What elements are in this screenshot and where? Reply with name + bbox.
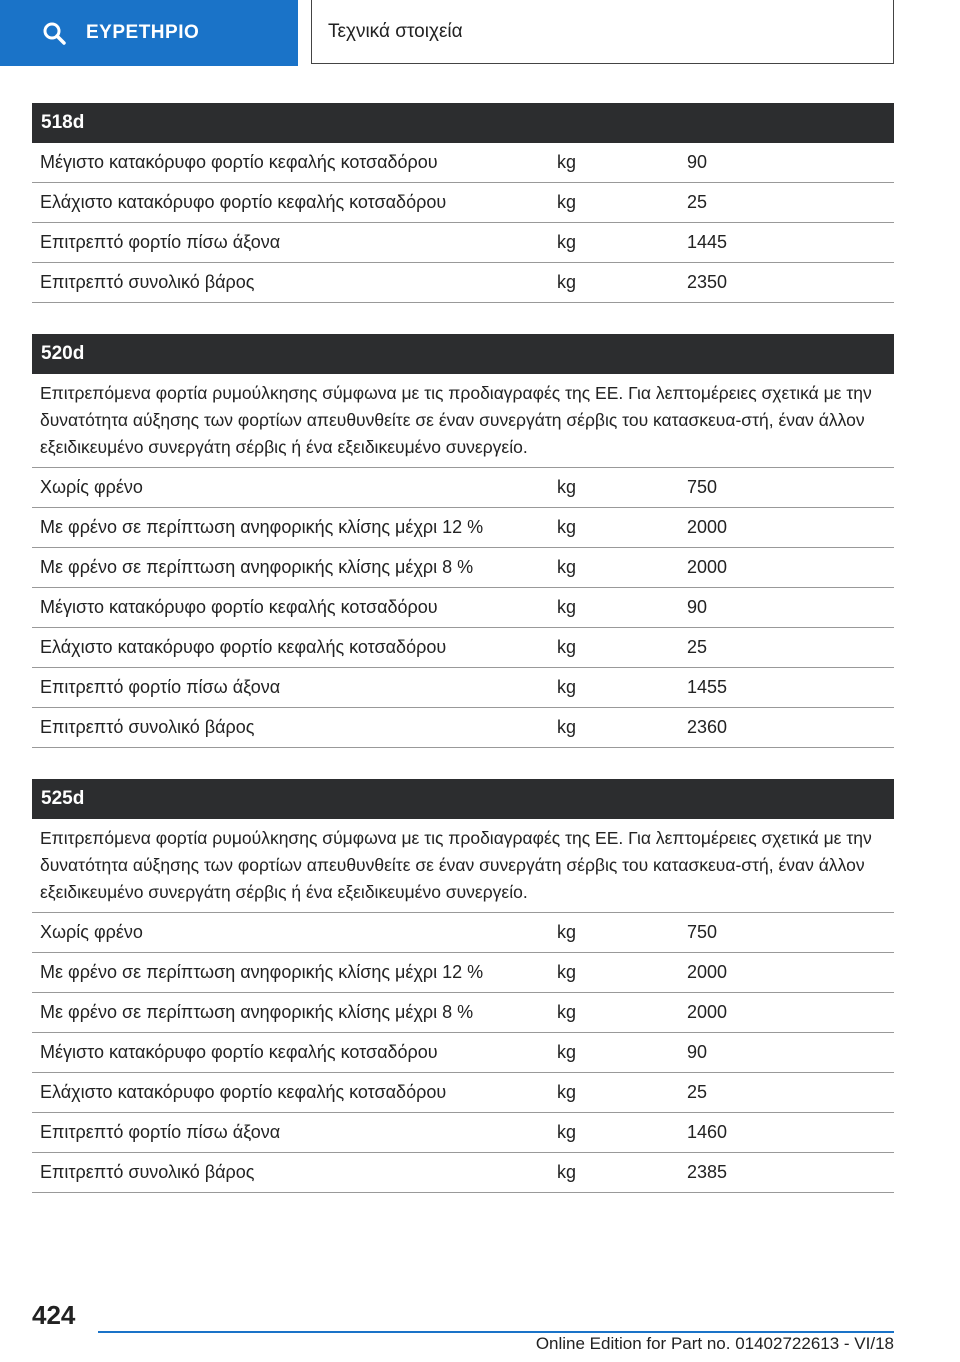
table-row xyxy=(32,1073,894,1113)
table-row xyxy=(32,1113,894,1153)
row-unit: kg xyxy=(557,922,577,942)
table-row xyxy=(32,183,894,223)
table-row xyxy=(32,668,894,708)
row-value: 1445 xyxy=(687,232,728,252)
row-value: 25 xyxy=(687,1082,708,1102)
row-value: 2350 xyxy=(687,272,728,292)
row-unit: kg xyxy=(557,192,577,212)
table-row xyxy=(32,628,894,668)
row-unit: kg xyxy=(557,1122,577,1142)
spec-block xyxy=(32,779,894,1193)
edition-note: Online Edition for Part no. 01402722613 - VI/18 xyxy=(535,1334,894,1353)
row-value: 90 xyxy=(687,597,708,617)
row-value: 25 xyxy=(687,637,708,657)
row-unit: kg xyxy=(557,637,577,657)
table-row xyxy=(32,548,894,588)
top-bar xyxy=(0,0,960,66)
row-label: Χωρίς φρένο xyxy=(40,477,143,497)
block-description: Επιτρεπόμενα φορτία ρυμούλκησης σύμφωνα με τις προδιαγραφές της ΕΕ. Για λεπτομέρειες σχετικά με την δυνατότητα αύξησης των φορτίων απευθυνθείτε σε έναν συνεργάτη σέρβις του κατασκευα-στή, έναν άλλον εξειδικευμένο συνεργάτη σέρβις ή ένα εξειδικευμένο συνεργείο. xyxy=(32,819,894,913)
row-label: Με φρένο σε περίπτωση ανηφορικής κλίσης μέχρι 8 % xyxy=(40,557,474,577)
row-value: 1460 xyxy=(687,1122,728,1142)
row-value: 25 xyxy=(687,192,708,212)
table-row xyxy=(32,1153,894,1193)
block-description: Επιτρεπόμενα φορτία ρυμούλκησης σύμφωνα με τις προδιαγραφές της ΕΕ. Για λεπτομέρειες σχετικά με την δυνατότητα αύξησης των φορτίων απευθυνθείτε σε έναν συνεργάτη σέρβις του κατασκευα-στή, έναν άλλον εξειδικευμένο συνεργάτη σέρβις ή ένα εξειδικευμένο συνεργείο. xyxy=(32,374,894,468)
row-unit: kg xyxy=(557,232,577,252)
row-unit: kg xyxy=(557,1162,577,1182)
table-row xyxy=(32,708,894,748)
row-unit: kg xyxy=(557,152,577,172)
row-label: Επιτρεπτό συνολικό βάρος xyxy=(40,1162,255,1182)
row-label: Ελάχιστο κατακόρυφο φορτίο κεφαλής κοτσαδόρου xyxy=(40,192,447,212)
table-row xyxy=(32,508,894,548)
row-unit: kg xyxy=(557,517,577,537)
section-title: Τεχνικά στοιχεία xyxy=(311,0,894,64)
row-value: 2000 xyxy=(687,1002,728,1022)
row-label: Επιτρεπτό συνολικό βάρος xyxy=(40,272,255,292)
index-button-label: ΕΥΡΕΤΗΡΙΟ xyxy=(86,22,200,43)
table-row xyxy=(32,263,894,303)
table-row xyxy=(32,1033,894,1073)
table-row xyxy=(32,588,894,628)
index-button[interactable] xyxy=(0,0,298,66)
row-value: 90 xyxy=(687,152,708,172)
row-label: Μέγιστο κατακόρυφο φορτίο κεφαλής κοτσαδόρου xyxy=(40,152,438,172)
footer-divider xyxy=(98,1331,894,1333)
table-row xyxy=(32,223,894,263)
row-label: Ελάχιστο κατακόρυφο φορτίο κεφαλής κοτσαδόρου xyxy=(40,1082,447,1102)
row-label: Επιτρεπτό φορτίο πίσω άξονα xyxy=(40,232,281,252)
row-label: Με φρένο σε περίπτωση ανηφορικής κλίσης μέχρι 8 % xyxy=(40,1002,474,1022)
table-row xyxy=(32,143,894,183)
row-value: 750 xyxy=(687,477,718,497)
row-value: 2000 xyxy=(687,962,728,982)
row-value: 90 xyxy=(687,1042,708,1062)
row-label: Μέγιστο κατακόρυφο φορτίο κεφαλής κοτσαδόρου xyxy=(40,597,438,617)
row-value: 1455 xyxy=(687,677,728,697)
row-unit: kg xyxy=(557,272,577,292)
row-label: Με φρένο σε περίπτωση ανηφορικής κλίσης μέχρι 12 % xyxy=(40,517,484,537)
row-unit: kg xyxy=(557,717,577,737)
row-value: 750 xyxy=(687,922,718,942)
row-label: Χωρίς φρένο xyxy=(40,922,143,942)
table-row xyxy=(32,913,894,953)
row-unit: kg xyxy=(557,1042,577,1062)
row-value: 2000 xyxy=(687,517,728,537)
row-label: Επιτρεπτό συνολικό βάρος xyxy=(40,717,255,737)
row-label: Ελάχιστο κατακόρυφο φορτίο κεφαλής κοτσαδόρου xyxy=(40,637,447,657)
row-unit: kg xyxy=(557,477,577,497)
spec-block xyxy=(32,334,894,748)
table-row xyxy=(32,993,894,1033)
row-unit: kg xyxy=(557,962,577,982)
row-value: 2360 xyxy=(687,717,728,737)
row-label: Επιτρεπτό φορτίο πίσω άξονα xyxy=(40,677,281,697)
row-label: Μέγιστο κατακόρυφο φορτίο κεφαλής κοτσαδόρου xyxy=(40,1042,438,1062)
model-heading: 518d xyxy=(32,103,894,143)
row-unit: kg xyxy=(557,1082,577,1102)
row-unit: kg xyxy=(557,597,577,617)
spec-block xyxy=(32,103,894,303)
table-row xyxy=(32,953,894,993)
search-icon xyxy=(42,21,66,45)
table-row xyxy=(32,468,894,508)
row-unit: kg xyxy=(557,557,577,577)
row-unit: kg xyxy=(557,677,577,697)
page-number: 424 xyxy=(32,1300,76,1330)
row-unit: kg xyxy=(557,1002,577,1022)
model-heading: 525d xyxy=(32,779,894,819)
spec-content xyxy=(32,103,894,1224)
model-heading: 520d xyxy=(32,334,894,374)
row-label: Με φρένο σε περίπτωση ανηφορικής κλίσης μέχρι 12 % xyxy=(40,962,484,982)
row-value: 2000 xyxy=(687,557,728,577)
row-value: 2385 xyxy=(687,1162,728,1182)
row-label: Επιτρεπτό φορτίο πίσω άξονα xyxy=(40,1122,281,1142)
